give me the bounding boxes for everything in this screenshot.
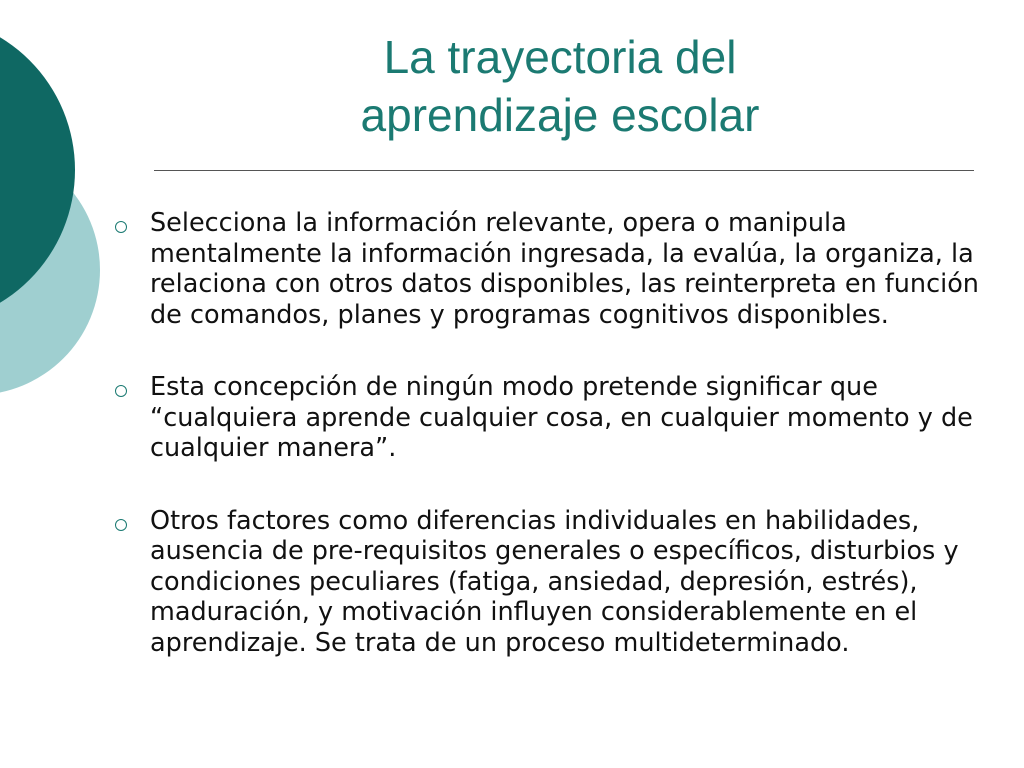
- bullet-item: [112, 372, 1017, 464]
- circle-bullet-icon: [115, 385, 127, 397]
- bullet-text: Otros factores como diferencias individuales en habilidades, ausencia de pre-requisitos generales o específicos, disturbios y condiciones peculiares (fatiga, ansiedad, depresión, estrés), maduración, y motivación influyen considerablemente en el aprendizaje. Se trata de un proceso multideterminado.: [150, 505, 959, 658]
- bullet-list: [112, 208, 1017, 658]
- title-line-2: aprendizaje escolar: [360, 89, 760, 141]
- bullet-item: [112, 506, 1017, 659]
- bullet-text: Selecciona la información relevante, opera o manipula mentalmente la información ingresada, la evalúa, la organiza, la relaciona con otros datos disponibles, las reinterpreta en función de comandos, planes y programas cognitivos disponibles.: [150, 208, 979, 330]
- slide-title: [200, 28, 920, 144]
- title-divider: [154, 170, 974, 171]
- circle-bullet-icon: [115, 519, 127, 531]
- title-line-1: La trayectoria del: [383, 31, 737, 83]
- bullet-item: [112, 208, 1017, 330]
- decorative-circles: [0, 0, 120, 420]
- bullet-text: Esta concepción de ningún modo pretende significar que “cualquiera aprende cualquier cosa, en cualquier momento y de cualquier manera”.: [150, 372, 973, 463]
- circle-bullet-icon: [115, 221, 127, 233]
